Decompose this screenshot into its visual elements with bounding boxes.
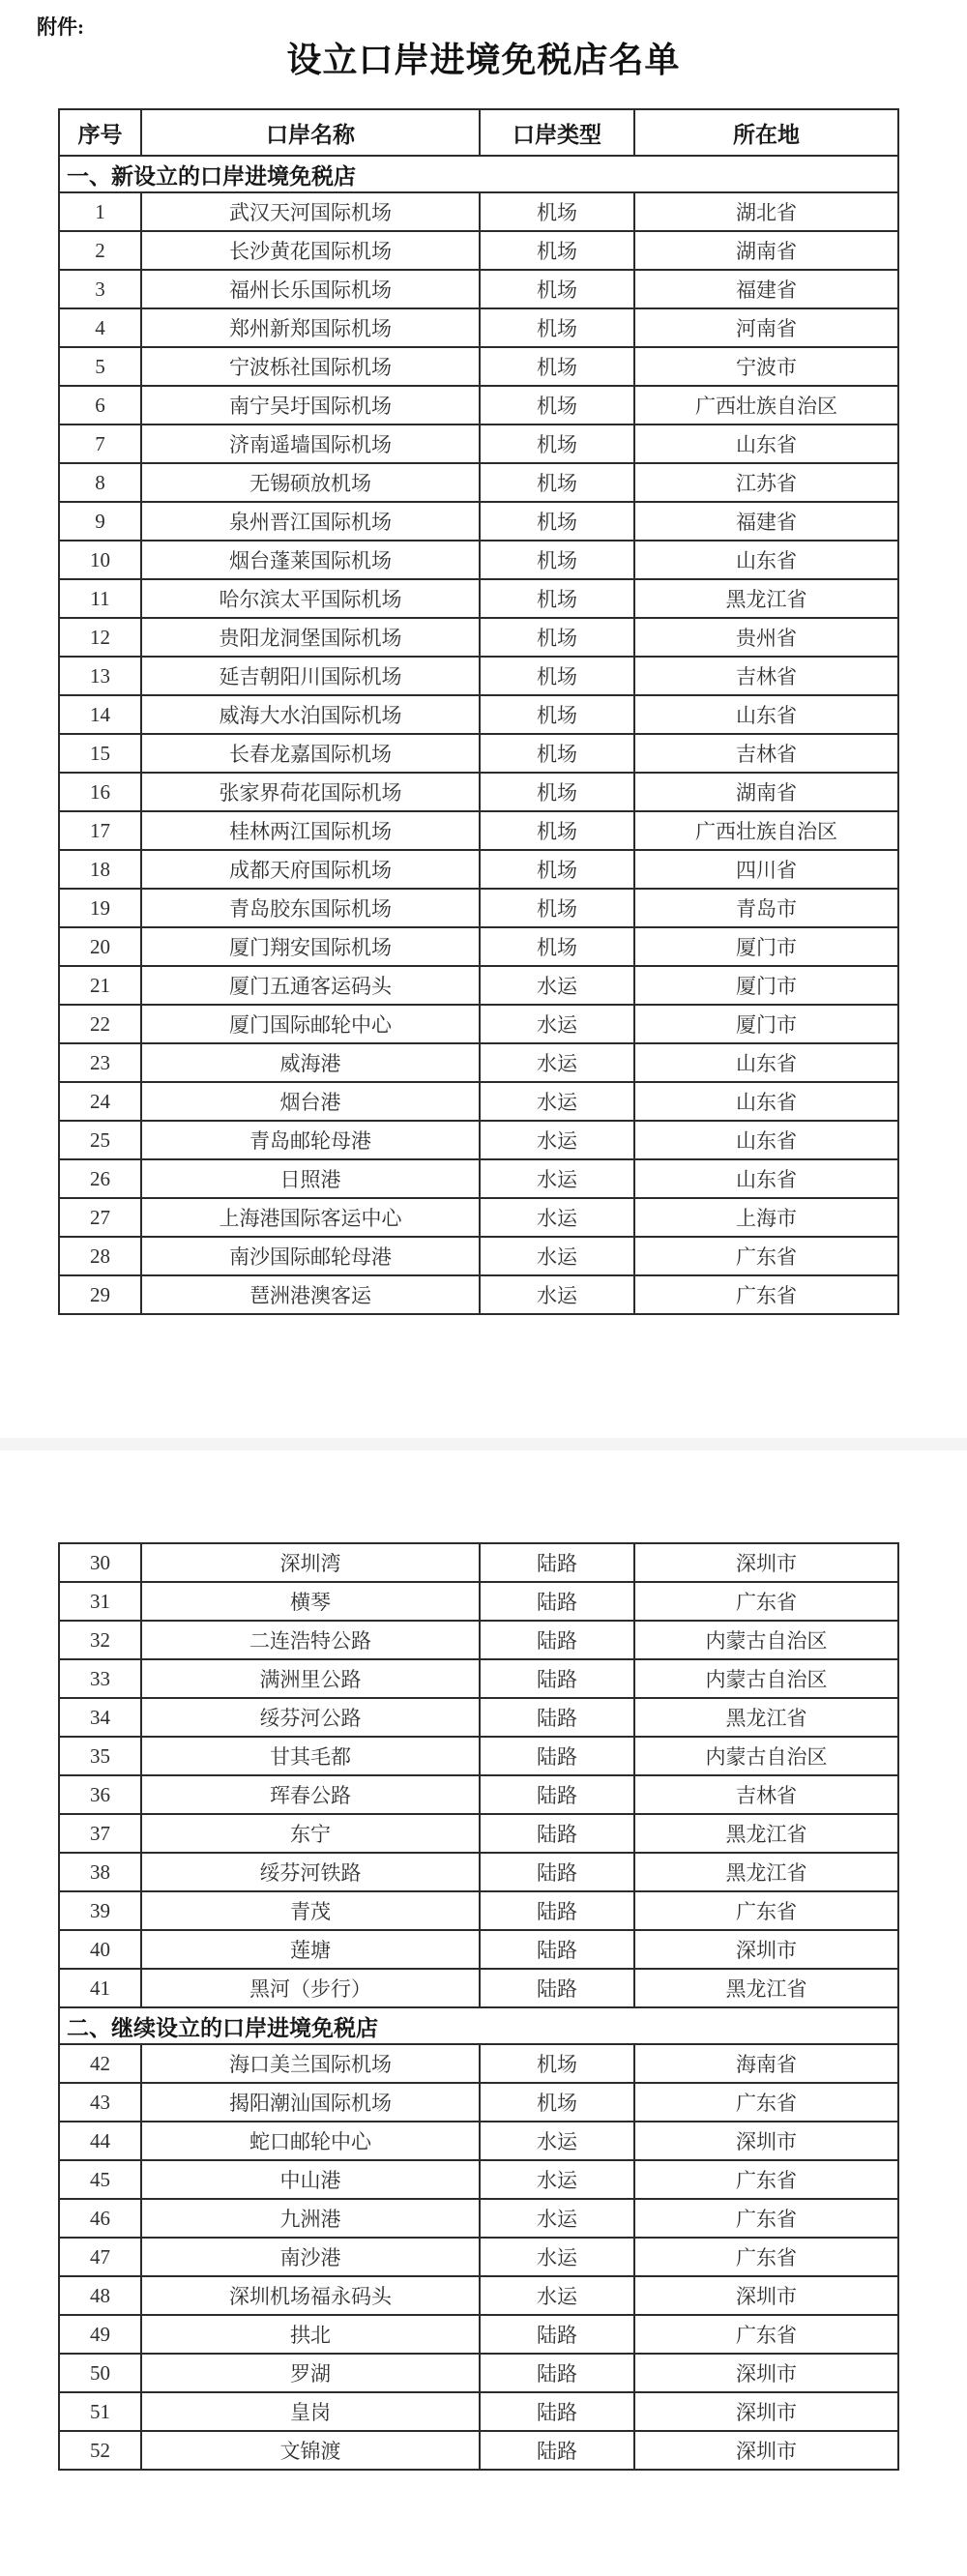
col-header-location: 所在地 bbox=[634, 109, 898, 156]
cell-port-type: 陆路 bbox=[480, 1582, 634, 1621]
table-row bbox=[59, 2044, 898, 2083]
table-row bbox=[59, 1930, 898, 1969]
cell-index: 16 bbox=[59, 773, 141, 811]
table-row bbox=[59, 192, 898, 231]
cell-port-name: 日照港 bbox=[141, 1159, 480, 1198]
cell-location: 吉林省 bbox=[634, 1775, 898, 1814]
cell-index: 28 bbox=[59, 1237, 141, 1275]
table-row bbox=[59, 618, 898, 657]
cell-index: 33 bbox=[59, 1659, 141, 1698]
cell-location: 广东省 bbox=[634, 1891, 898, 1930]
cell-index: 41 bbox=[59, 1969, 141, 2007]
cell-port-name: 福州长乐国际机场 bbox=[141, 270, 480, 308]
cell-port-name: 黑河（步行） bbox=[141, 1969, 480, 2007]
cell-port-name: 皇岗 bbox=[141, 2392, 480, 2431]
cell-port-type: 机场 bbox=[480, 889, 634, 927]
cell-index: 11 bbox=[59, 579, 141, 618]
cell-port-type: 水运 bbox=[480, 966, 634, 1005]
cell-port-type: 机场 bbox=[480, 850, 634, 889]
cell-port-name: 张家界荷花国际机场 bbox=[141, 773, 480, 811]
cell-port-name: 深圳湾 bbox=[141, 1543, 480, 1582]
cell-port-name: 横琴 bbox=[141, 1582, 480, 1621]
cell-location: 广东省 bbox=[634, 1237, 898, 1275]
cell-port-type: 陆路 bbox=[480, 2431, 634, 2470]
page-title: 设立口岸进境免税店名单 bbox=[286, 41, 681, 79]
cell-location: 湖南省 bbox=[634, 231, 898, 270]
cell-location: 湖南省 bbox=[634, 773, 898, 811]
cell-port-type: 水运 bbox=[480, 1043, 634, 1082]
cell-index: 30 bbox=[59, 1543, 141, 1582]
cell-port-name: 郑州新郑国际机场 bbox=[141, 308, 480, 347]
cell-location: 贵州省 bbox=[634, 618, 898, 657]
cell-port-type: 机场 bbox=[480, 502, 634, 541]
cell-location: 广西壮族自治区 bbox=[634, 386, 898, 424]
cell-port-name: 威海港 bbox=[141, 1043, 480, 1082]
cell-port-name: 绥芬河公路 bbox=[141, 1698, 480, 1737]
cell-index: 21 bbox=[59, 966, 141, 1005]
table-row bbox=[59, 463, 898, 502]
cell-port-type: 水运 bbox=[480, 1121, 634, 1159]
section-2-header-row bbox=[59, 2007, 898, 2044]
table-row bbox=[59, 734, 898, 773]
cell-port-name: 揭阳潮汕国际机场 bbox=[141, 2083, 480, 2122]
cell-index: 43 bbox=[59, 2083, 141, 2122]
cell-location: 深圳市 bbox=[634, 2354, 898, 2392]
duty-free-table-page1 bbox=[58, 108, 899, 1315]
cell-index: 17 bbox=[59, 811, 141, 850]
table-row bbox=[59, 270, 898, 308]
cell-location: 山东省 bbox=[634, 1159, 898, 1198]
cell-port-type: 机场 bbox=[480, 386, 634, 424]
cell-port-name: 南宁吴圩国际机场 bbox=[141, 386, 480, 424]
cell-index: 24 bbox=[59, 1082, 141, 1121]
cell-location: 山东省 bbox=[634, 1121, 898, 1159]
cell-index: 26 bbox=[59, 1159, 141, 1198]
cell-port-type: 机场 bbox=[480, 773, 634, 811]
cell-port-type: 陆路 bbox=[480, 1969, 634, 2007]
table-row bbox=[59, 773, 898, 811]
table-row bbox=[59, 1698, 898, 1737]
cell-index: 13 bbox=[59, 657, 141, 695]
cell-port-name: 东宁 bbox=[141, 1814, 480, 1853]
section-1-header-row bbox=[59, 156, 898, 192]
table-row bbox=[59, 2315, 898, 2354]
cell-port-type: 机场 bbox=[480, 192, 634, 231]
cell-port-name: 南沙港 bbox=[141, 2238, 480, 2276]
table-row bbox=[59, 1621, 898, 1659]
section-2-label: 二、继续设立的口岸进境免税店 bbox=[59, 2007, 898, 2044]
table-row bbox=[59, 1659, 898, 1698]
cell-port-type: 水运 bbox=[480, 1198, 634, 1237]
table-row bbox=[59, 1543, 898, 1582]
table-row bbox=[59, 2392, 898, 2431]
cell-port-type: 机场 bbox=[480, 541, 634, 579]
cell-location: 深圳市 bbox=[634, 2276, 898, 2315]
table-body-rows-1-29 bbox=[59, 192, 898, 1314]
table-row bbox=[59, 2354, 898, 2392]
col-header-index: 序号 bbox=[59, 109, 141, 156]
cell-port-name: 文锦渡 bbox=[141, 2431, 480, 2470]
cell-port-type: 水运 bbox=[480, 1005, 634, 1043]
cell-index: 48 bbox=[59, 2276, 141, 2315]
cell-port-type: 机场 bbox=[480, 308, 634, 347]
cell-port-name: 二连浩特公路 bbox=[141, 1621, 480, 1659]
cell-location: 山东省 bbox=[634, 1082, 898, 1121]
cell-port-type: 陆路 bbox=[480, 1698, 634, 1737]
cell-port-type: 机场 bbox=[480, 811, 634, 850]
cell-port-name: 无锡硕放机场 bbox=[141, 463, 480, 502]
cell-index: 3 bbox=[59, 270, 141, 308]
cell-port-name: 厦门国际邮轮中心 bbox=[141, 1005, 480, 1043]
cell-port-name: 厦门翔安国际机场 bbox=[141, 927, 480, 966]
cell-port-name: 青岛胶东国际机场 bbox=[141, 889, 480, 927]
cell-location: 黑龙江省 bbox=[634, 1814, 898, 1853]
table-row bbox=[59, 2431, 898, 2470]
cell-index: 1 bbox=[59, 192, 141, 231]
cell-index: 44 bbox=[59, 2122, 141, 2160]
cell-port-type: 水运 bbox=[480, 1159, 634, 1198]
cell-port-name: 罗湖 bbox=[141, 2354, 480, 2392]
cell-location: 山东省 bbox=[634, 541, 898, 579]
cell-index: 39 bbox=[59, 1891, 141, 1930]
table-row bbox=[59, 1775, 898, 1814]
cell-port-name: 青茂 bbox=[141, 1891, 480, 1930]
cell-location: 厦门市 bbox=[634, 966, 898, 1005]
cell-index: 35 bbox=[59, 1737, 141, 1775]
cell-port-name: 琶洲港澳客运 bbox=[141, 1275, 480, 1314]
cell-index: 6 bbox=[59, 386, 141, 424]
table-row bbox=[59, 657, 898, 695]
cell-port-name: 威海大水泊国际机场 bbox=[141, 695, 480, 734]
cell-port-name: 长沙黄花国际机场 bbox=[141, 231, 480, 270]
cell-index: 25 bbox=[59, 1121, 141, 1159]
cell-location: 山东省 bbox=[634, 1043, 898, 1082]
cell-port-type: 陆路 bbox=[480, 1543, 634, 1582]
cell-index: 19 bbox=[59, 889, 141, 927]
table-row bbox=[59, 1969, 898, 2007]
cell-location: 内蒙古自治区 bbox=[634, 1659, 898, 1698]
cell-port-name: 长春龙嘉国际机场 bbox=[141, 734, 480, 773]
cell-location: 吉林省 bbox=[634, 734, 898, 773]
cell-location: 上海市 bbox=[634, 1198, 898, 1237]
cell-port-type: 陆路 bbox=[480, 1930, 634, 1969]
table-row bbox=[59, 231, 898, 270]
cell-index: 12 bbox=[59, 618, 141, 657]
cell-index: 4 bbox=[59, 308, 141, 347]
cell-port-type: 水运 bbox=[480, 1237, 634, 1275]
table-row bbox=[59, 1198, 898, 1237]
cell-port-type: 陆路 bbox=[480, 2392, 634, 2431]
table-row bbox=[59, 579, 898, 618]
cell-location: 福建省 bbox=[634, 270, 898, 308]
table-row bbox=[59, 308, 898, 347]
cell-location: 山东省 bbox=[634, 424, 898, 463]
cell-port-name: 上海港国际客运中心 bbox=[141, 1198, 480, 1237]
cell-index: 9 bbox=[59, 502, 141, 541]
table-row bbox=[59, 1082, 898, 1121]
table-row bbox=[59, 2160, 898, 2199]
cell-port-name: 泉州晋江国际机场 bbox=[141, 502, 480, 541]
cell-location: 广东省 bbox=[634, 2083, 898, 2122]
cell-index: 49 bbox=[59, 2315, 141, 2354]
cell-port-type: 陆路 bbox=[480, 1891, 634, 1930]
cell-index: 51 bbox=[59, 2392, 141, 2431]
cell-port-type: 机场 bbox=[480, 579, 634, 618]
table-row bbox=[59, 1005, 898, 1043]
cell-index: 40 bbox=[59, 1930, 141, 1969]
col-header-port-type: 口岸类型 bbox=[480, 109, 634, 156]
table-row bbox=[59, 1275, 898, 1314]
cell-index: 10 bbox=[59, 541, 141, 579]
cell-location: 青岛市 bbox=[634, 889, 898, 927]
cell-location: 广东省 bbox=[634, 1582, 898, 1621]
cell-location: 内蒙古自治区 bbox=[634, 1737, 898, 1775]
cell-port-type: 陆路 bbox=[480, 1853, 634, 1891]
cell-index: 20 bbox=[59, 927, 141, 966]
cell-port-type: 水运 bbox=[480, 2199, 634, 2238]
cell-port-name: 深圳机场福永码头 bbox=[141, 2276, 480, 2315]
cell-location: 广东省 bbox=[634, 1275, 898, 1314]
cell-index: 31 bbox=[59, 1582, 141, 1621]
cell-port-type: 陆路 bbox=[480, 1775, 634, 1814]
cell-location: 河南省 bbox=[634, 308, 898, 347]
cell-index: 52 bbox=[59, 2431, 141, 2470]
attachment-label: 附件: bbox=[37, 15, 84, 39]
cell-port-type: 水运 bbox=[480, 1082, 634, 1121]
table-row bbox=[59, 1814, 898, 1853]
duty-free-table-page2 bbox=[58, 1542, 899, 2471]
table-row bbox=[59, 1737, 898, 1775]
cell-index: 36 bbox=[59, 1775, 141, 1814]
table-row bbox=[59, 1853, 898, 1891]
table-row bbox=[59, 2276, 898, 2315]
cell-index: 27 bbox=[59, 1198, 141, 1237]
cell-location: 福建省 bbox=[634, 502, 898, 541]
cell-port-name: 济南遥墙国际机场 bbox=[141, 424, 480, 463]
cell-port-type: 机场 bbox=[480, 695, 634, 734]
cell-location: 内蒙古自治区 bbox=[634, 1621, 898, 1659]
cell-location: 深圳市 bbox=[634, 2122, 898, 2160]
cell-port-name: 蛇口邮轮中心 bbox=[141, 2122, 480, 2160]
col-header-port-name: 口岸名称 bbox=[141, 109, 480, 156]
cell-location: 厦门市 bbox=[634, 927, 898, 966]
cell-port-name: 莲塘 bbox=[141, 1930, 480, 1969]
section-1-label: 一、新设立的口岸进境免税店 bbox=[59, 156, 898, 192]
table-row bbox=[59, 2199, 898, 2238]
table-row bbox=[59, 502, 898, 541]
cell-index: 32 bbox=[59, 1621, 141, 1659]
table-row bbox=[59, 386, 898, 424]
cell-location: 宁波市 bbox=[634, 347, 898, 386]
cell-index: 34 bbox=[59, 1698, 141, 1737]
cell-index: 29 bbox=[59, 1275, 141, 1314]
cell-location: 黑龙江省 bbox=[634, 1969, 898, 2007]
page-break-band bbox=[0, 1438, 967, 1450]
cell-index: 18 bbox=[59, 850, 141, 889]
cell-port-type: 水运 bbox=[480, 2122, 634, 2160]
cell-index: 37 bbox=[59, 1814, 141, 1853]
cell-port-type: 机场 bbox=[480, 618, 634, 657]
cell-port-name: 宁波栎社国际机场 bbox=[141, 347, 480, 386]
cell-location: 广东省 bbox=[634, 2315, 898, 2354]
cell-index: 46 bbox=[59, 2199, 141, 2238]
cell-port-type: 水运 bbox=[480, 1275, 634, 1314]
cell-port-name: 九洲港 bbox=[141, 2199, 480, 2238]
cell-location: 深圳市 bbox=[634, 1930, 898, 1969]
cell-port-type: 水运 bbox=[480, 2160, 634, 2199]
cell-port-type: 机场 bbox=[480, 463, 634, 502]
cell-port-name: 厦门五通客运码头 bbox=[141, 966, 480, 1005]
cell-port-name: 烟台蓬莱国际机场 bbox=[141, 541, 480, 579]
cell-index: 2 bbox=[59, 231, 141, 270]
cell-port-name: 南沙国际邮轮母港 bbox=[141, 1237, 480, 1275]
cell-port-type: 陆路 bbox=[480, 1814, 634, 1853]
cell-port-type: 机场 bbox=[480, 927, 634, 966]
cell-port-type: 陆路 bbox=[480, 1621, 634, 1659]
table-body-rows-30-41 bbox=[59, 1543, 898, 2007]
cell-port-name: 绥芬河铁路 bbox=[141, 1853, 480, 1891]
cell-index: 22 bbox=[59, 1005, 141, 1043]
cell-port-name: 哈尔滨太平国际机场 bbox=[141, 579, 480, 618]
cell-port-name: 桂林两江国际机场 bbox=[141, 811, 480, 850]
cell-port-name: 满洲里公路 bbox=[141, 1659, 480, 1698]
table-row bbox=[59, 1159, 898, 1198]
cell-port-name: 贵阳龙洞堡国际机场 bbox=[141, 618, 480, 657]
table-row bbox=[59, 695, 898, 734]
cell-index: 23 bbox=[59, 1043, 141, 1082]
cell-port-name: 延吉朝阳川国际机场 bbox=[141, 657, 480, 695]
cell-location: 山东省 bbox=[634, 695, 898, 734]
table-row bbox=[59, 889, 898, 927]
cell-index: 38 bbox=[59, 1853, 141, 1891]
cell-location: 黑龙江省 bbox=[634, 1698, 898, 1737]
cell-location: 黑龙江省 bbox=[634, 1853, 898, 1891]
cell-location: 厦门市 bbox=[634, 1005, 898, 1043]
cell-port-type: 机场 bbox=[480, 347, 634, 386]
cell-index: 47 bbox=[59, 2238, 141, 2276]
table-row bbox=[59, 541, 898, 579]
cell-port-type: 机场 bbox=[480, 231, 634, 270]
cell-index: 7 bbox=[59, 424, 141, 463]
cell-port-name: 拱北 bbox=[141, 2315, 480, 2354]
cell-index: 5 bbox=[59, 347, 141, 386]
cell-port-type: 水运 bbox=[480, 2276, 634, 2315]
cell-port-name: 中山港 bbox=[141, 2160, 480, 2199]
cell-location: 四川省 bbox=[634, 850, 898, 889]
cell-index: 8 bbox=[59, 463, 141, 502]
cell-port-type: 机场 bbox=[480, 2044, 634, 2083]
cell-location: 深圳市 bbox=[634, 1543, 898, 1582]
cell-port-name: 青岛邮轮母港 bbox=[141, 1121, 480, 1159]
cell-location: 深圳市 bbox=[634, 2392, 898, 2431]
cell-location: 黑龙江省 bbox=[634, 579, 898, 618]
cell-location: 广东省 bbox=[634, 2160, 898, 2199]
table-row bbox=[59, 1121, 898, 1159]
cell-port-name: 成都天府国际机场 bbox=[141, 850, 480, 889]
cell-port-name: 甘其毛都 bbox=[141, 1737, 480, 1775]
table-row bbox=[59, 966, 898, 1005]
table-row bbox=[59, 1582, 898, 1621]
cell-port-name: 海口美兰国际机场 bbox=[141, 2044, 480, 2083]
table-row bbox=[59, 1043, 898, 1082]
table-row bbox=[59, 1237, 898, 1275]
cell-port-name: 珲春公路 bbox=[141, 1775, 480, 1814]
table-row bbox=[59, 927, 898, 966]
table-row bbox=[59, 2122, 898, 2160]
table-header-row bbox=[59, 109, 898, 156]
cell-port-type: 机场 bbox=[480, 2083, 634, 2122]
cell-port-type: 机场 bbox=[480, 424, 634, 463]
cell-index: 14 bbox=[59, 695, 141, 734]
cell-location: 湖北省 bbox=[634, 192, 898, 231]
cell-port-type: 机场 bbox=[480, 734, 634, 773]
cell-index: 50 bbox=[59, 2354, 141, 2392]
table-row bbox=[59, 850, 898, 889]
cell-location: 深圳市 bbox=[634, 2431, 898, 2470]
cell-location: 广西壮族自治区 bbox=[634, 811, 898, 850]
cell-port-type: 陆路 bbox=[480, 1659, 634, 1698]
table-row bbox=[59, 424, 898, 463]
cell-port-type: 水运 bbox=[480, 2238, 634, 2276]
cell-port-type: 陆路 bbox=[480, 2315, 634, 2354]
cell-port-type: 机场 bbox=[480, 270, 634, 308]
cell-index: 15 bbox=[59, 734, 141, 773]
cell-index: 45 bbox=[59, 2160, 141, 2199]
cell-port-name: 武汉天河国际机场 bbox=[141, 192, 480, 231]
table-row bbox=[59, 347, 898, 386]
table-row bbox=[59, 811, 898, 850]
cell-location: 广东省 bbox=[634, 2199, 898, 2238]
cell-location: 海南省 bbox=[634, 2044, 898, 2083]
cell-index: 42 bbox=[59, 2044, 141, 2083]
cell-location: 吉林省 bbox=[634, 657, 898, 695]
table-row bbox=[59, 2083, 898, 2122]
cell-location: 广东省 bbox=[634, 2238, 898, 2276]
table-row bbox=[59, 1891, 898, 1930]
table-row bbox=[59, 2238, 898, 2276]
cell-port-type: 机场 bbox=[480, 657, 634, 695]
cell-location: 江苏省 bbox=[634, 463, 898, 502]
table-body-rows-42-52 bbox=[59, 2044, 898, 2470]
cell-port-type: 陆路 bbox=[480, 2354, 634, 2392]
cell-port-type: 陆路 bbox=[480, 1737, 634, 1775]
cell-port-name: 烟台港 bbox=[141, 1082, 480, 1121]
